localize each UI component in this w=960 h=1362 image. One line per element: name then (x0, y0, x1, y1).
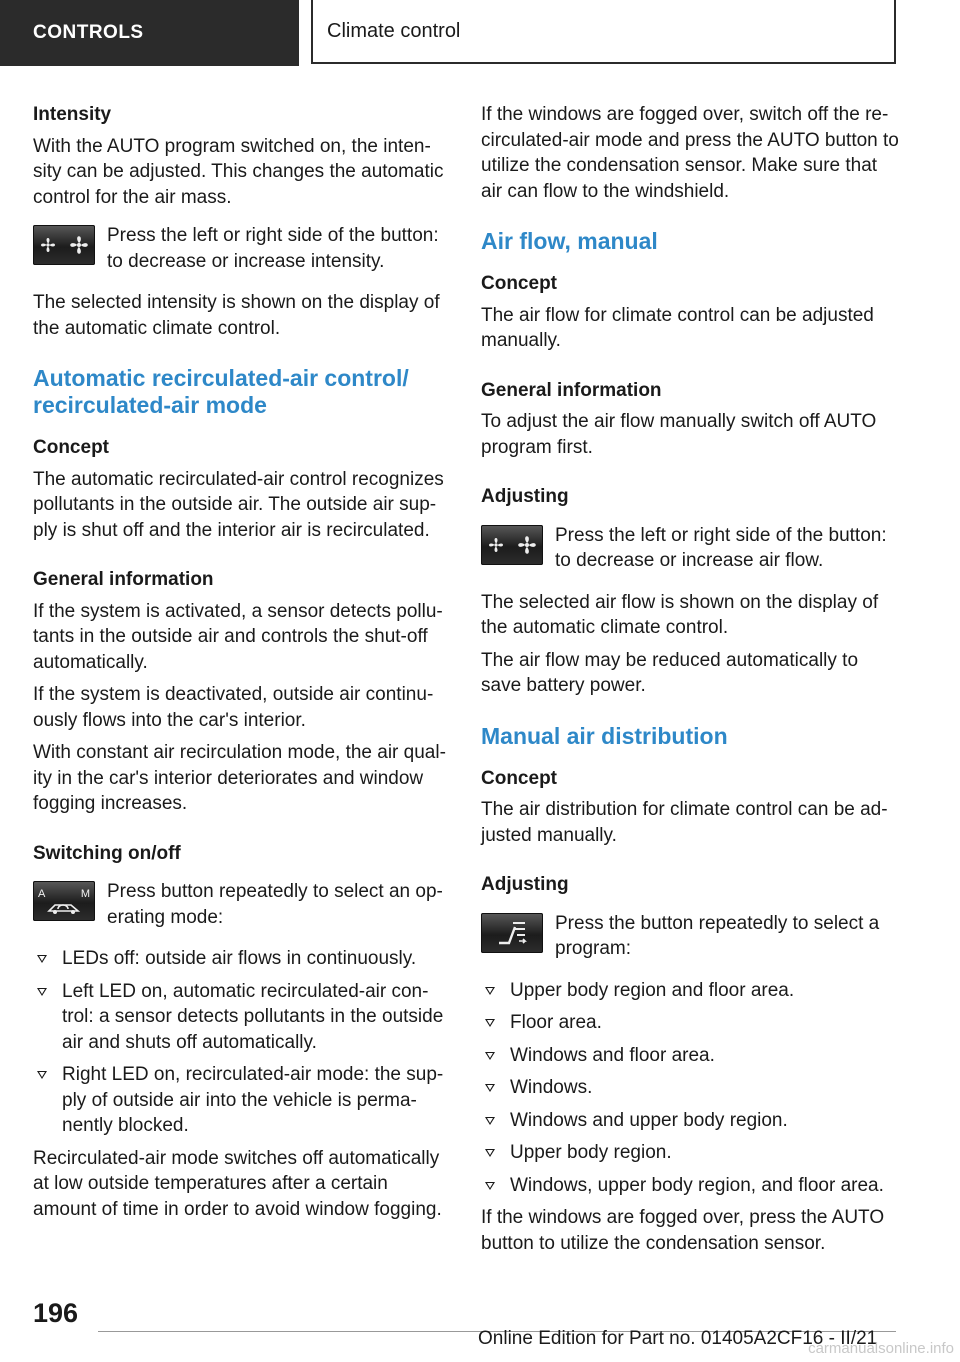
intensity-button-text: Press the left or right side of the button: to decrease or increase intensity. (107, 225, 439, 272)
distribution-note: If the windows are fogged over, press the AUTO button to utilize the condensation sensor. (481, 1207, 885, 1254)
air-distribution-button-icon (481, 913, 543, 953)
list-item: Left LED on, automatic recirculated-air control: a sensor detects pollutants in the outside air and shuts off automatically. (33, 979, 451, 1056)
list-item: Windows and upper body region. (481, 1108, 899, 1134)
switch-button-text: Press button repeatedly to select an operating mode: (107, 881, 443, 928)
footer-edition: Online Edition for Part no. 01405A2CF16 - II/21 (478, 1328, 878, 1349)
page-number: 196 (33, 1298, 79, 1328)
distribution-program-list (481, 978, 899, 1199)
list-item: Windows, upper body region, and floor area. (481, 1173, 899, 1199)
distribution-concept-text: The air distribution for climate control can be adjusted manually. (481, 799, 888, 846)
distribution-concept-heading: Concept (481, 767, 557, 789)
list-item: Right LED on, recirculated-air mode: the supply of outside air into the vehicle is permanently blocked. (33, 1062, 451, 1139)
left-column (33, 102, 451, 1229)
list-item: Upper body region. (481, 1140, 899, 1166)
airflow-concept-text: The air flow for climate control can be adjusted manually. (481, 304, 874, 351)
section-tab: CONTROLS (0, 0, 299, 66)
chapter-tab: Climate control (311, 0, 896, 64)
fan-button-icon (481, 525, 543, 565)
distribution-title: Manual air distribution (481, 722, 728, 749)
distribution-button-row (481, 911, 899, 962)
intensity-button-row (33, 223, 451, 274)
airflow-general-heading: General information (481, 379, 662, 401)
switch-button-row (33, 879, 451, 930)
page-header (0, 0, 960, 66)
switch-mode-list (33, 946, 451, 1139)
recirc-general-p3: With constant air recirculation mode, the air quality in the car's interior deteriorates and window fogging increases. (33, 742, 446, 814)
list-item: LEDs off: outside air flows in continuously. (33, 946, 451, 972)
airflow-title: Air flow, manual (481, 228, 658, 254)
list-item: Windows. (481, 1075, 899, 1101)
airflow-concept-heading: Concept (481, 273, 557, 294)
airflow-button-row (481, 523, 899, 574)
intensity-text: With the AUTO program switched on, the intensity can be adjusted. This changes the automatic control for the air mass. (33, 135, 444, 208)
distribution-button-text: Press the button repeatedly to select a program: (555, 912, 880, 959)
distribution-adjusting-heading: Adjusting (481, 874, 569, 895)
recirc-concept-text: The automatic recirculated-air control recognizes pollutants in the outside air. The outside air supply is shut off and the interior air is recirculated. (33, 468, 444, 541)
recirculation-button-icon (33, 881, 95, 921)
fan-button-icon (33, 225, 95, 265)
list-item: Floor area. (481, 1010, 899, 1036)
intensity-heading: Intensity (33, 104, 112, 125)
airflow-button-text: Press the left or right side of the button: to decrease or increase air flow. (555, 524, 887, 571)
recirc-general-heading: General information (33, 569, 214, 590)
recirc-title: Automatic recirculated-air control/ recirculated-air mode (33, 365, 409, 418)
recirc-general-p1: If the system is activated, a sensor detects pollutants in the outside air and controls the shut-off automatically. (33, 600, 443, 673)
switch-note: Recirculated-air mode switches off automatically at low outside temperatures after a certain amount of time in order to avoid window fogging. (33, 1147, 442, 1220)
button-letter-a: A (38, 888, 46, 900)
switch-heading: Switching on/off (33, 842, 181, 864)
list-item: Windows and floor area. (481, 1043, 899, 1069)
button-letter-m: M (80, 888, 90, 900)
airflow-general-text: To adjust the air flow manually switch off AUTO program first. (481, 411, 877, 458)
fog-text: If the windows are fogged over, switch off the recirculated-air mode and press the AUTO button to utilize the condensation sensor. Make sure that air can flow to the windshield. (481, 104, 899, 202)
right-column (481, 102, 899, 1263)
recirc-general-p2: If the system is deactivated, outside air continuously flows into the car's interior. (33, 684, 434, 731)
intensity-display-text: The selected intensity is shown on the display of the automatic climate control. (33, 292, 440, 339)
airflow-battery-text: The air flow may be reduced automatically to save battery power. (481, 649, 859, 696)
airflow-adjusting-heading: Adjusting (481, 486, 569, 507)
airflow-display-text: The selected air flow is shown on the display of the automatic climate control. (481, 591, 879, 638)
list-item: Upper body region and floor area. (481, 978, 899, 1004)
recirc-concept-heading: Concept (33, 437, 109, 458)
watermark: carmanualsonline.info (808, 1340, 954, 1357)
